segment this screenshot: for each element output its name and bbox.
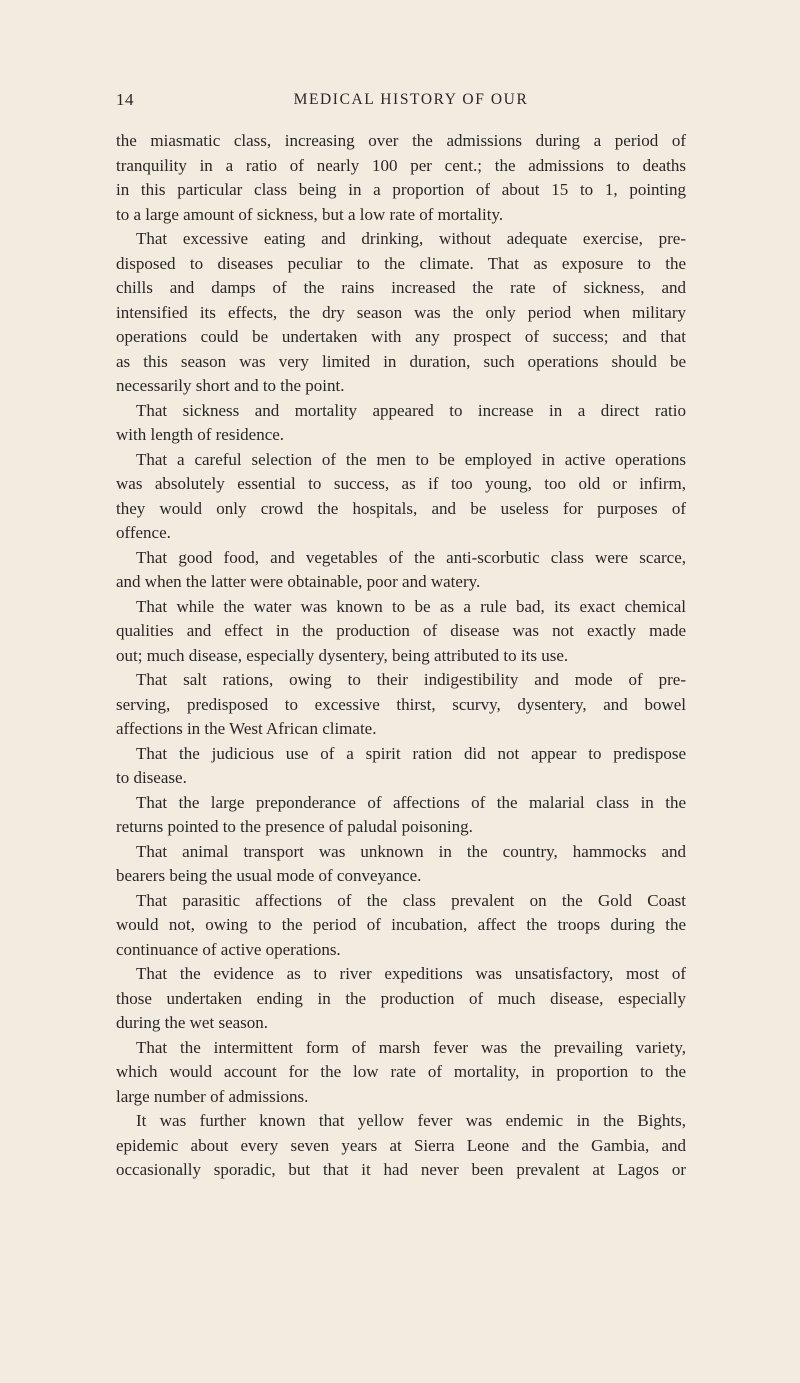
text-line: offence. bbox=[116, 523, 171, 542]
body-text bbox=[116, 129, 686, 1183]
text-line: chills and damps of the rains increased the rate of sickness, and bbox=[116, 278, 686, 297]
text-line: out; much disease, especially dysentery, being attributed to its use. bbox=[116, 645, 569, 665]
text-line: tranquility in a ratio of nearly 100 per cent.; the admissions to deaths bbox=[116, 155, 686, 175]
text-line: they would only crowd the hospitals, and be useless for purposes of bbox=[116, 498, 686, 518]
text-line: It was further known that yellow fever was endemic in the Bights, bbox=[136, 1111, 686, 1130]
text-line: operations could be undertaken with any prospect of success; and that bbox=[116, 327, 686, 346]
text-line: epidemic about every seven years at Sierra Leone and the Gambia, and bbox=[116, 1135, 686, 1155]
running-title: MEDICAL HISTORY OF OUR bbox=[293, 91, 529, 108]
running-head bbox=[116, 90, 686, 116]
text-line: bearers being the usual mode of conveyance. bbox=[116, 866, 422, 885]
text-line: occasionally sporadic, but that it had never been prevalent at Lagos or bbox=[116, 1160, 686, 1179]
text-line: those undertaken ending in the production of much disease, especially bbox=[116, 988, 686, 1008]
text-line: the miasmatic class, increasing over the admissions during a period of bbox=[116, 131, 686, 150]
text-line: qualities and effect in the production of disease was not exactly made bbox=[116, 621, 686, 640]
text-line: in this particular class being in a proportion of about 15 to 1, pointing bbox=[116, 180, 686, 199]
text-line: to a large amount of sickness, but a low rate of mortality. bbox=[116, 204, 504, 224]
text-line: That a careful selection of the men to be employed in active operations bbox=[136, 449, 686, 469]
text-line: That while the water was known to be as a rule bad, its exact chemical bbox=[136, 596, 686, 616]
text-line: with length of residence. bbox=[116, 425, 285, 444]
text-line: to disease. bbox=[116, 768, 187, 787]
text-line: That sickness and mortality appeared to increase in a direct ratio bbox=[136, 400, 686, 420]
text-line: which would account for the low rate of mortality, in proportion to the bbox=[116, 1062, 686, 1081]
text-line: intensified its effects, the dry season was the only period when military bbox=[116, 302, 686, 322]
text-line: That the judicious use of a spirit ration did not appear to predispose bbox=[136, 743, 686, 763]
text-line: necessarily short and to the point. bbox=[116, 376, 345, 395]
text-line: returns pointed to the presence of paludal poisoning. bbox=[116, 817, 473, 836]
text-line: That the evidence as to river expeditions was unsatisfactory, most of bbox=[136, 964, 686, 983]
text-line: and when the latter were obtainable, poor and watery. bbox=[116, 572, 481, 591]
text-line: continuance of active operations. bbox=[116, 939, 341, 959]
text-line: That salt rations, owing to their indigestibility and mode of pre- bbox=[136, 670, 686, 689]
text-line: affections in the West African climate. bbox=[116, 719, 377, 738]
text-line: That animal transport was unknown in the country, hammocks and bbox=[136, 841, 686, 861]
text-line: disposed to diseases peculiar to the climate. That as exposure to the bbox=[116, 253, 686, 273]
text-line: That parasitic affections of the class prevalent on the Gold Coast bbox=[136, 890, 686, 910]
page-number: 14 bbox=[116, 90, 134, 109]
text-line: That the intermittent form of marsh fever was the prevailing variety, bbox=[136, 1037, 686, 1057]
text-line: That excessive eating and drinking, without adequate exercise, pre- bbox=[136, 229, 686, 248]
text-line: That good food, and vegetables of the anti-scorbutic class were scarce, bbox=[136, 547, 686, 567]
text-line: That the large preponderance of affections of the malarial class in the bbox=[136, 792, 686, 812]
text-line: as this season was very limited in duration, such operations should be bbox=[116, 351, 686, 371]
text-line: during the wet season. bbox=[116, 1013, 269, 1032]
text-line: large number of admissions. bbox=[116, 1086, 309, 1106]
text-line: would not, owing to the period of incubation, affect the troops during the bbox=[116, 915, 686, 934]
text-line: was absolutely essential to success, as if too young, too old or infirm, bbox=[116, 474, 686, 493]
text-line: serving, predisposed to excessive thirst, scurvy, dysentery, and bowel bbox=[116, 694, 686, 714]
